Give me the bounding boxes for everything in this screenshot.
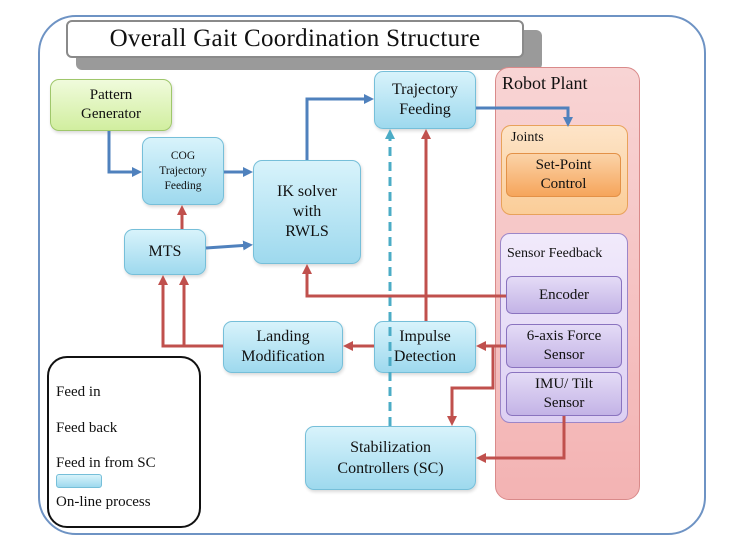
arrow-trajectory-to-joints bbox=[476, 108, 568, 124]
force-sensor-line-2: Sensor bbox=[543, 347, 585, 363]
legend-online-label: On-line process bbox=[56, 494, 151, 510]
arrow-ik-to-trajectory bbox=[307, 99, 371, 160]
cog-line-2: Trajectory bbox=[159, 164, 207, 177]
mts-label: MTS bbox=[148, 243, 182, 260]
force-sensor-line-1: 6-axis Force bbox=[526, 328, 602, 344]
arrow-landing-to-mts-1 bbox=[163, 278, 223, 346]
legend-feed-back-label: Feed back bbox=[56, 420, 118, 436]
stabilization-line-1: Stabilization bbox=[350, 439, 431, 456]
impulse-detection-line-2: Detection bbox=[393, 348, 457, 365]
cog-line-3: Feeding bbox=[164, 179, 202, 192]
sensor-feedback-label: Sensor Feedback bbox=[507, 246, 603, 261]
trajectory-feeding-line-1: Trajectory bbox=[391, 81, 459, 98]
arrow-encoder-to-ik bbox=[307, 267, 506, 296]
pattern-generator-line-1: Pattern bbox=[89, 87, 133, 103]
landing-modification-line-2: Modification bbox=[241, 348, 325, 365]
joints-label: Joints bbox=[511, 130, 544, 145]
ik-solver-line-3: RWLS bbox=[285, 223, 329, 240]
stabilization-line-2: Controllers (SC) bbox=[337, 460, 444, 477]
diagram-title: Overall Gait Coordination Structure bbox=[66, 20, 524, 58]
impulse-detection-line-1: Impulse bbox=[399, 328, 451, 345]
imu-sensor-line-1: IMU/ Tilt bbox=[535, 376, 593, 392]
landing-modification-line-1: Landing bbox=[256, 328, 310, 345]
set-point-line-2: Control bbox=[540, 176, 587, 192]
arrow-force-to-sc bbox=[452, 346, 493, 423]
arrow-imu-to-sc bbox=[479, 416, 564, 458]
legend-feed-sc-label: Feed in from SC bbox=[56, 455, 156, 471]
ik-solver-line-1: IK solver bbox=[277, 183, 337, 200]
pattern-generator-line-2: Generator bbox=[81, 106, 141, 122]
ik-solver-line-2: with bbox=[292, 203, 322, 220]
robot-plant-title: Robot Plant bbox=[502, 73, 588, 93]
imu-sensor-line-2: Sensor bbox=[543, 395, 585, 411]
encoder-label: Encoder bbox=[539, 286, 589, 303]
arrow-pattern-to-cog bbox=[109, 131, 139, 172]
legend-feed-in-label: Feed in bbox=[56, 384, 101, 400]
cog-line-1: COG bbox=[170, 149, 196, 162]
arrow-mts-to-ik bbox=[206, 245, 250, 248]
legend-online-swatch bbox=[56, 474, 102, 488]
trajectory-feeding-line-2: Feeding bbox=[399, 101, 451, 118]
set-point-line-1: Set-Point bbox=[535, 157, 592, 173]
